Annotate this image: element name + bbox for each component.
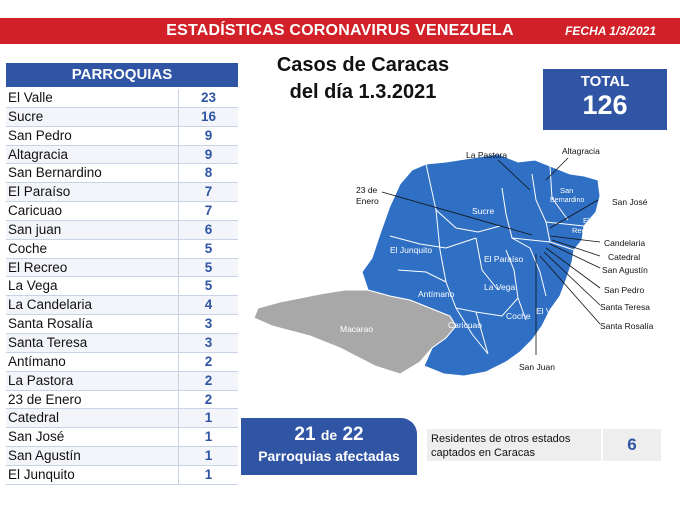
parroquias-heading: PARROQUIAS <box>6 63 238 87</box>
parroquia-name: San Bernardino <box>8 165 102 181</box>
parroquia-name: San juan <box>8 221 62 237</box>
parroquia-name: Antímano <box>8 353 66 369</box>
parroquia-name: Coche <box>8 240 48 256</box>
parroquias-afectadas-box <box>241 418 417 475</box>
map-label-el-recreo-1: El <box>583 216 590 225</box>
parroquia-count: 1 <box>178 447 238 465</box>
title-line-2: del día 1.3.2021 <box>289 81 437 103</box>
map-callout-santa-teresa: Santa Teresa <box>600 302 650 312</box>
residentes-label-line-1: Residentes de otros estados <box>431 433 571 445</box>
table-row <box>6 353 238 372</box>
parroquia-name: San Pedro <box>8 127 72 143</box>
parroquia-name: San Agustín <box>8 448 81 464</box>
residentes-label-line-2: captados en Caracas <box>431 447 535 459</box>
table-row <box>6 277 238 296</box>
table-row <box>6 164 238 183</box>
map-callout-23-enero-1: 23 de <box>356 185 378 195</box>
header-title: ESTADÍSTICAS CORONAVIRUS VENEZUELA <box>166 22 514 39</box>
parroquia-name: El Paraíso <box>8 184 71 200</box>
map-label-antimano: Antímano <box>418 289 455 299</box>
map-label-caricuao: Caricuao <box>448 320 483 330</box>
parroquia-count: 5 <box>178 277 238 295</box>
parroquia-name: El Junquito <box>8 466 75 482</box>
map-callout-candelaria: Candelaria <box>604 238 646 248</box>
table-row <box>6 221 238 240</box>
parroquia-count: 2 <box>178 372 238 390</box>
map-callout-santa-rosalia: Santa Rosalía <box>600 321 654 331</box>
table-row <box>6 89 238 108</box>
title-line-1: Casos de Caracas <box>276 54 450 76</box>
parroquia-count: 9 <box>178 127 238 145</box>
map-callout-catedral: Catedral <box>608 252 641 262</box>
parroquia-count: 1 <box>178 428 238 446</box>
parroquia-count: 23 <box>178 89 238 107</box>
parroquia-count: 7 <box>178 202 238 220</box>
parroquias-table <box>6 89 238 485</box>
table-row <box>6 372 238 391</box>
parroquia-name: Altagracia <box>8 146 69 162</box>
total-box <box>543 69 667 130</box>
table-row <box>6 202 238 221</box>
total-label: TOTAL <box>580 73 630 90</box>
table-row <box>6 315 238 334</box>
table-row <box>6 127 238 146</box>
map-label-macarao: Macarao <box>340 324 374 334</box>
afectadas-count <box>241 418 417 446</box>
parroquia-name: Santa Rosalía <box>8 316 93 332</box>
parroquia-count: 5 <box>178 259 238 277</box>
parroquia-name: La Candelaria <box>8 297 93 313</box>
parroquia-name: Catedral <box>8 410 60 426</box>
parroquia-count: 8 <box>178 164 238 182</box>
parroquia-count: 2 <box>178 353 238 371</box>
table-row <box>6 296 238 315</box>
parroquia-count: 6 <box>178 221 238 239</box>
residentes-value: 6 <box>603 429 661 461</box>
parroquia-count: 9 <box>178 146 238 164</box>
parroquia-name: Santa Teresa <box>8 334 88 350</box>
parroquia-name: Sucre <box>8 108 44 124</box>
caracas-map <box>250 140 680 380</box>
map-label-sucre: Sucre <box>472 206 495 216</box>
map-callout-altagracia: Altagracia <box>562 146 600 156</box>
parroquia-name: San José <box>8 429 65 445</box>
table-row <box>6 183 238 202</box>
parroquia-name: Caricuao <box>8 203 63 219</box>
parroquia-count: 1 <box>178 466 238 484</box>
parroquia-name: La Vega <box>8 278 58 294</box>
table-row <box>6 334 238 353</box>
map-label-el-junquito: El Junquito <box>390 245 433 255</box>
parroquia-count: 2 <box>178 391 238 409</box>
parroquia-name: El Recreo <box>8 259 68 275</box>
map-callout-la-pastora: La Pastora <box>466 150 508 160</box>
map-label-la-vega: La Vega <box>484 282 516 292</box>
map-label-san-bernardino-2: Bernardino <box>550 197 585 204</box>
afectadas-label: Parroquias afectadas <box>258 448 400 464</box>
table-row <box>6 259 238 278</box>
afectadas-total: 22 <box>342 424 364 445</box>
table-row <box>6 146 238 165</box>
parroquia-count: 3 <box>178 315 238 333</box>
table-row <box>6 409 238 428</box>
header-date: FECHA 1/3/2021 <box>565 24 656 38</box>
map-callout-23-enero-2: Enero <box>356 196 379 206</box>
parroquia-count: 4 <box>178 296 238 314</box>
parroquia-name: La Pastora <box>8 372 74 388</box>
map-callout-san-pedro: San Pedro <box>604 285 645 295</box>
map-callout-san-jose: San José <box>612 197 648 207</box>
afectadas-de: de <box>320 427 338 443</box>
table-row <box>6 240 238 259</box>
parroquia-count: 1 <box>178 409 238 427</box>
parroquia-count: 16 <box>178 108 238 126</box>
map-callout-san-agustin: San Agustín <box>602 265 648 275</box>
total-value: 126 <box>582 90 628 120</box>
map-label-el-valle: El Valle <box>536 306 565 316</box>
parroquia-name: 23 de Enero <box>8 391 82 407</box>
map-callout-san-juan: San Juan <box>519 362 555 372</box>
table-row <box>6 447 238 466</box>
parroquia-count: 5 <box>178 240 238 258</box>
table-row <box>6 466 238 485</box>
page-title <box>258 52 468 106</box>
map-label-san-bernardino-1: San <box>560 186 574 195</box>
parroquia-count: 7 <box>178 183 238 201</box>
map-label-coche: Coche <box>506 311 531 321</box>
table-row <box>6 391 238 410</box>
table-row <box>6 428 238 447</box>
map-label-el-recreo-2: Recreo <box>572 226 597 235</box>
parroquia-count: 3 <box>178 334 238 352</box>
header-bar <box>0 18 680 44</box>
map-label-el-paraiso: El Paraíso <box>484 254 524 264</box>
parroquia-name: El Valle <box>8 90 53 105</box>
afectadas-num: 21 <box>294 424 316 445</box>
table-row <box>6 108 238 127</box>
residentes-label-box <box>427 429 601 461</box>
